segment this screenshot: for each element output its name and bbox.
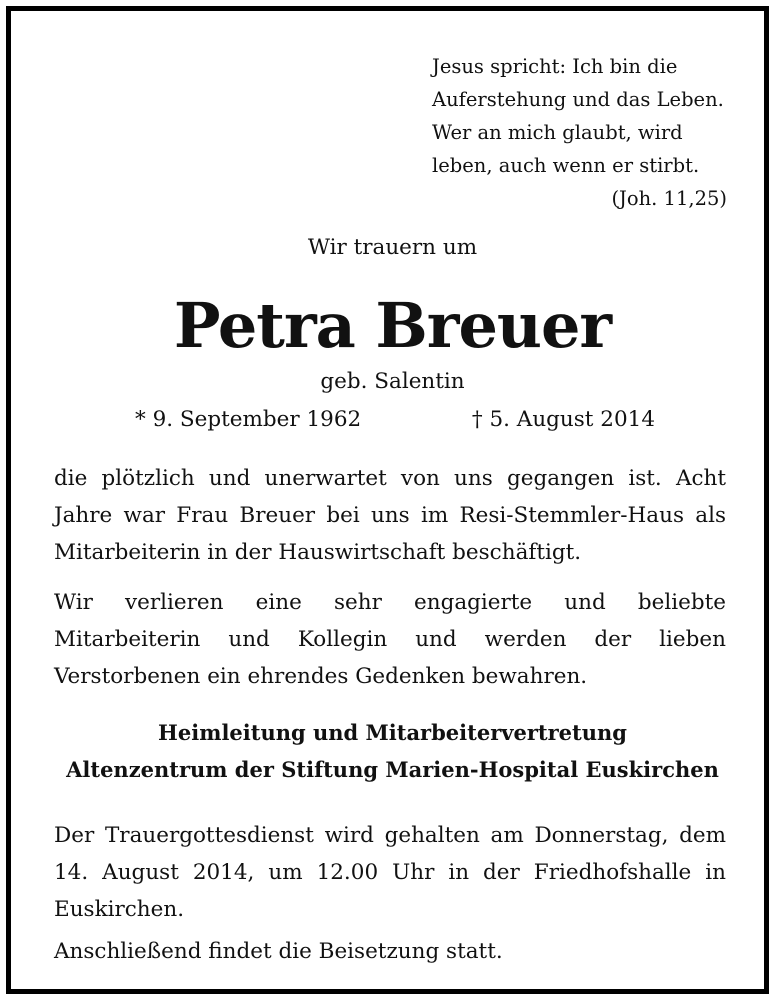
verse-line: Jesus spricht: Ich bin die (432, 55, 678, 78)
signatory-line-1: Heimleitung und Mitarbeitervertretung (158, 720, 627, 745)
verse-line: Auferstehung und das Leben. (432, 88, 724, 111)
burial-paragraph: Anschließend findet die Beisetzung statt. (54, 939, 503, 964)
verse-line: Wer an mich glaubt, wird (432, 121, 683, 144)
deceased-name: Petra Breuer (173, 289, 612, 362)
mourning-intro: Wir trauern um (307, 235, 478, 260)
signatory-block (11, 714, 774, 788)
service-paragraph: Der Trauergottesdienst wird gehalten am Donnerstag, dem 14. August 2014, um 12.00 Uhr in der Friedhofshalle in Euskirchen. (54, 823, 726, 922)
signatory-line-2: Altenzentrum der Stiftung Marien-Hospital Euskirchen (66, 757, 719, 782)
death-date: † 5. August 2014 (471, 407, 655, 432)
bible-verse (432, 50, 727, 215)
obituary-notice (6, 6, 769, 994)
birth-date: * 9. September 1962 (135, 407, 362, 432)
birth-name: geb. Salentin (320, 369, 465, 394)
verse-reference: (Joh. 11,25) (611, 187, 727, 210)
body-paragraph-1: die plötzlich und unerwartet von uns gegangen ist. Acht Jahre war Frau Breuer bei uns im Resi-Stemmler-Haus als Mitarbeiterin in der Hauswirtschaft beschäftigt. (54, 466, 726, 565)
verse-line: leben, auch wenn er stirbt. (432, 154, 700, 177)
body-paragraph-2: Wir verlieren eine sehr engagierte und beliebte Mitarbeiterin und Kollegin und werden der lieben Verstorbenen ein ehrendes Gedenken bewahren. (54, 590, 726, 689)
